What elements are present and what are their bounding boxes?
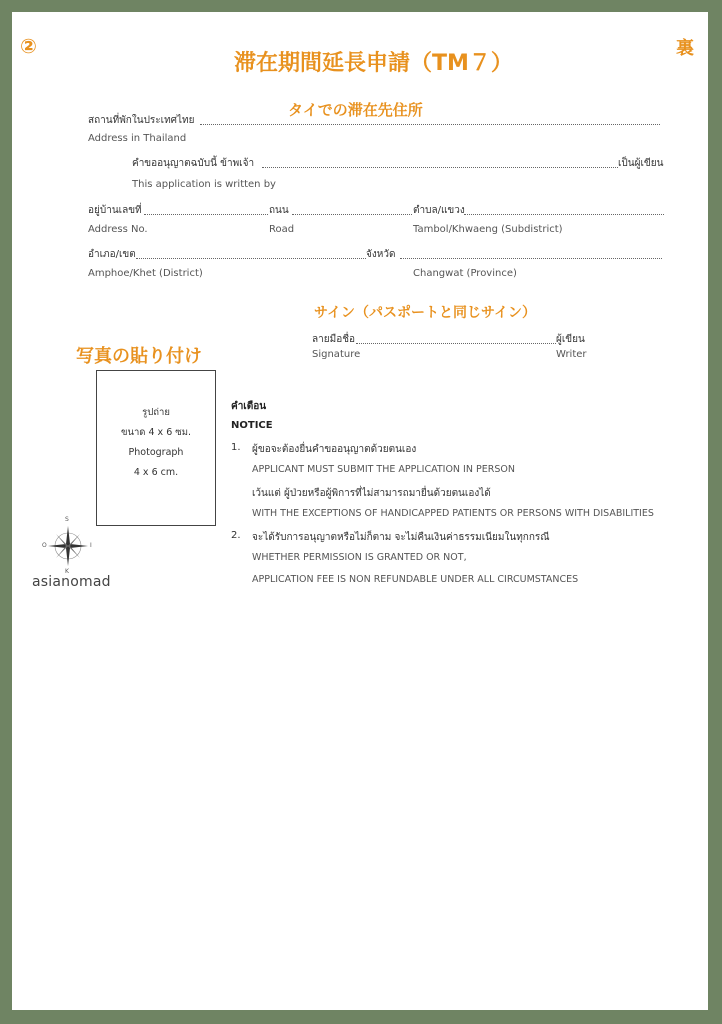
writer-thai-label: ผู้เขียน <box>556 334 585 345</box>
notice-item1-eng: APPLICANT MUST SUBMIT THE APPLICATION IN PERSON <box>252 464 515 475</box>
district-thai-label: อำเภอ/เขต <box>88 249 136 260</box>
written-by-suffix: เป็นผู้เขียน <box>618 158 664 169</box>
photo-label-thai: รูปถ่าย <box>142 407 170 418</box>
photo-box[interactable] <box>96 370 216 526</box>
house-no-field-line[interactable] <box>144 214 268 215</box>
compass-letter-s: K <box>65 568 69 575</box>
road-thai-label: ถนน <box>269 205 289 216</box>
province-thai-label: จังหวัด <box>366 249 396 260</box>
road-eng-label: Road <box>269 224 295 235</box>
notice-item2b-eng: APPLICATION FEE IS NON REFUNDABLE UNDER ALL CIRCUMSTANCES <box>252 574 579 585</box>
notice-item1-thai: ผู้ขอจะต้องยื่นคำขออนุญาตด้วยตนเอง <box>252 444 417 455</box>
address-eng-label: Address in Thailand <box>88 133 187 144</box>
district-field-line[interactable] <box>136 258 366 259</box>
written-by-thai-label: คำขออนุญาตฉบับนี้ ข้าพเจ้า <box>132 158 255 169</box>
province-field-line[interactable] <box>400 258 662 259</box>
brand-logo-text: asianomad <box>32 574 111 590</box>
address-thai-label: สถานที่พักในประเทศไทย <box>88 115 195 126</box>
house-no-thai-label: อยู่บ้านเลขที่ <box>88 205 142 216</box>
compass-letter-n: S <box>65 516 69 523</box>
signature-eng-label: Signature <box>312 349 361 360</box>
back-side-label: 裏 <box>676 38 694 59</box>
photo-annotation: 写真の貼り付け <box>76 346 202 367</box>
compass-letter-w: O <box>42 542 47 549</box>
page-title: 滞在期間延長申請（TM７） <box>234 51 513 76</box>
address-annotation: タイでの滞在先住所 <box>288 101 423 119</box>
province-eng-label: Changwat (Province) <box>413 268 517 279</box>
district-eng-label: Amphoe/Khet (District) <box>88 268 203 279</box>
writer-eng-label: Writer <box>556 349 587 360</box>
signature-thai-label: ลายมือชื่อ <box>312 334 355 345</box>
notice-item1b-eng: WITH THE EXCEPTIONS OF HANDICAPPED PATIENTS OR PERSONS WITH DISABILITIES <box>252 508 654 519</box>
photo-size-thai: ขนาด 4 x 6 ซม. <box>120 427 191 438</box>
notice-item2-thai: จะได้รับการอนุญาตหรือไม่ก็ตาม จะไม่คืนเงินค่าธรรมเนียมในทุกกรณี <box>252 532 550 543</box>
form-page <box>12 12 708 1010</box>
notice-item1-number: 1. <box>231 442 241 453</box>
written-by-eng-label: This application is written by <box>132 179 276 190</box>
notice-title-thai: คำเตือน <box>231 401 267 412</box>
compass-letter-e: I <box>90 542 92 549</box>
notice-item1b-thai: เว้นแต่ ผู้ป่วยหรือผู้พิการที่ไม่สามารถมายื่นด้วยตนเองได้ <box>252 488 491 499</box>
photo-label-eng: Photograph <box>128 447 184 458</box>
subdistrict-thai-label: ตำบล/แขวง <box>413 205 465 216</box>
house-no-eng-label: Address No. <box>88 224 148 235</box>
subdistrict-field-line[interactable] <box>464 214 664 215</box>
address-field-line[interactable] <box>200 124 660 125</box>
signature-annotation: サイン（パスポートと同じサイン） <box>314 305 537 321</box>
subdistrict-eng-label: Tambol/Khwaeng (Subdistrict) <box>413 224 563 235</box>
circle-number: ② <box>20 34 37 58</box>
road-field-line[interactable] <box>292 214 412 215</box>
notice-item2-eng: WHETHER PERMISSION IS GRANTED OR NOT, <box>252 552 467 563</box>
notice-title-eng: NOTICE <box>231 420 273 431</box>
signature-field-line[interactable] <box>356 343 556 344</box>
photo-size-eng: 4 x 6 cm. <box>133 467 179 478</box>
writer-name-field-line[interactable] <box>262 167 618 168</box>
notice-item2-number: 2. <box>231 530 241 541</box>
compass-logo <box>42 516 92 576</box>
